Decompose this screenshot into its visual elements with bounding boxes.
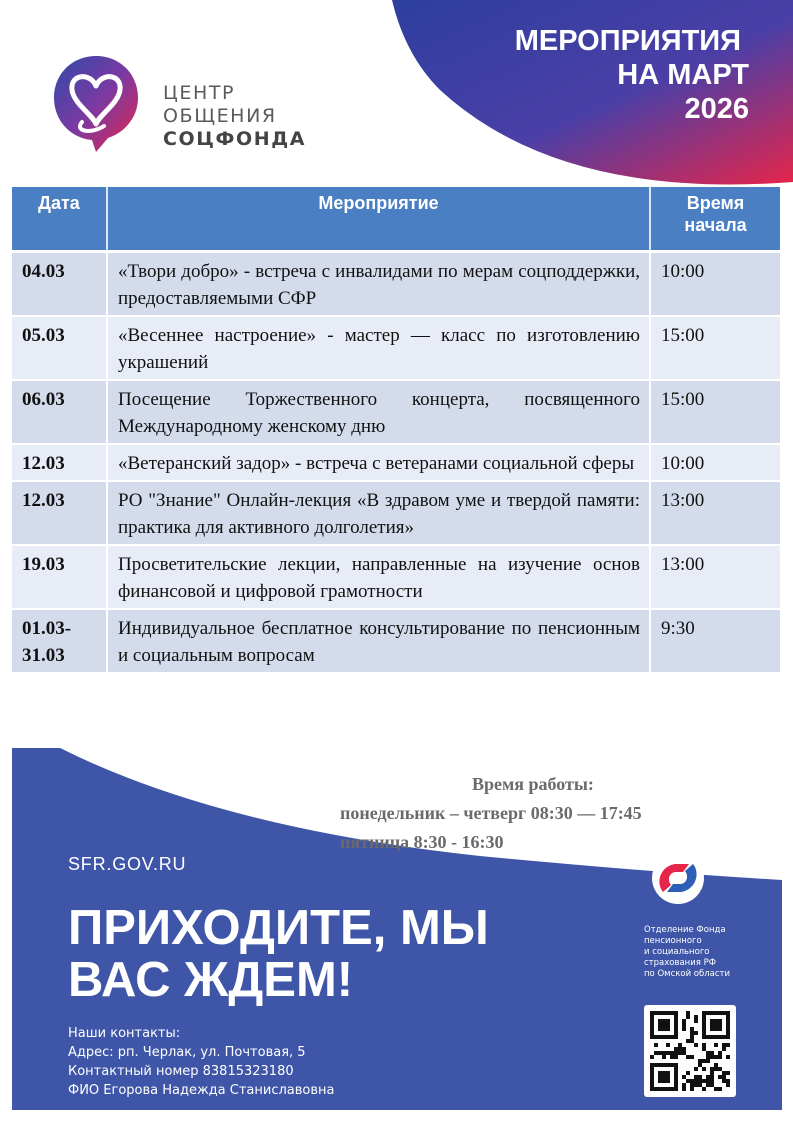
working-hours-title: Время работы:	[472, 774, 594, 794]
org-line-4: страхования РФ	[644, 958, 717, 968]
event-title: Индивидуальное бесплатное консультирование по пенсионным и социальным вопросам	[107, 609, 650, 673]
website-link[interactable]: SFR.GOV.RU	[68, 854, 187, 874]
event-date: 19.03	[12, 545, 107, 609]
column-header-date: Дата	[12, 187, 107, 252]
event-title: РО "Знание" Онлайн-лекция «В здравом уме и твердой памяти: практика для активного долголетия»	[107, 481, 650, 545]
table-row	[12, 481, 780, 545]
org-line-3: и социального	[644, 947, 710, 957]
event-time: 9:30	[650, 609, 780, 673]
event-time: 13:00	[650, 481, 780, 545]
center-logo-text	[163, 82, 306, 151]
contacts-address: Адрес: рп. Черлак, ул. Почтовая, 5	[68, 1045, 306, 1060]
event-time: 13:00	[650, 545, 780, 609]
contacts-title: Наши контакты:	[68, 1026, 181, 1041]
title-line-1: МЕРОПРИЯТИЯ	[514, 25, 741, 57]
working-hours-weekdays: понедельник – четверг 08:30 — 17:45	[340, 803, 642, 823]
contacts-phone: Контактный номер 83815323180	[68, 1064, 294, 1079]
page-title	[515, 24, 749, 126]
table-header-row	[12, 187, 780, 252]
qr-code-icon	[650, 1011, 730, 1091]
contacts-person: ФИО Егорова Надежда Станиславовна	[68, 1083, 335, 1098]
event-title: Просветительские лекции, направленные на изучение основ финансовой и цифровой грамотности	[107, 545, 650, 609]
center-logo-icon	[52, 52, 140, 152]
event-date: 06.03	[12, 380, 107, 444]
event-date: 05.03	[12, 316, 107, 380]
events-table	[12, 187, 780, 674]
table-row	[12, 380, 780, 444]
title-line-2: НА МАРТ	[617, 59, 749, 91]
org-line-2: пенсионного	[644, 936, 702, 946]
table-row	[12, 609, 780, 673]
table-row	[12, 316, 780, 380]
column-header-event: Мероприятие	[107, 187, 650, 252]
title-line-3: 2026	[684, 93, 749, 125]
event-time: 15:00	[650, 316, 780, 380]
slogan-line-2: ВАС ЖДЕМ!	[68, 953, 354, 1007]
event-title: «Твори добро» - встреча с инвалидами по мерам соцподдержки, предоставляемыми СФР	[107, 252, 650, 317]
qr-code[interactable]	[644, 1005, 736, 1097]
event-time: 15:00	[650, 380, 780, 444]
event-date: 12.03	[12, 481, 107, 545]
sfr-org-name	[644, 925, 754, 980]
logo-line-2: ОБЩЕНИЯ	[163, 105, 277, 127]
event-date: 01.03-31.03	[12, 609, 107, 673]
logo-line-1: ЦЕНТР	[163, 82, 236, 104]
event-date: 12.03	[12, 444, 107, 481]
event-title: Посещение Торжественного концерта, посвященного Международному женскому дню	[107, 380, 650, 444]
table-row	[12, 252, 780, 317]
working-hours-friday: пятница 8:30 - 16:30	[340, 832, 504, 852]
event-title: «Весеннее настроение» - мастер — класс по изготовлению украшений	[107, 316, 650, 380]
slogan	[68, 902, 588, 1006]
column-header-time: Время начала	[650, 187, 780, 252]
event-time: 10:00	[650, 252, 780, 317]
logo-line-3: СОЦФОНДА	[163, 128, 307, 150]
event-date: 04.03	[12, 252, 107, 317]
slogan-line-1: ПРИХОДИТЕ, МЫ	[68, 901, 489, 955]
table-row	[12, 545, 780, 609]
table-row	[12, 444, 780, 481]
event-time: 10:00	[650, 444, 780, 481]
org-line-1: Отделение Фонда	[644, 925, 726, 935]
event-title: «Ветеранский задор» - встреча с ветеранами социальной сферы	[107, 444, 650, 481]
org-line-5: по Омской области	[644, 969, 731, 979]
contacts-block	[68, 1024, 335, 1100]
working-hours	[340, 770, 642, 857]
sfr-logo-icon	[645, 852, 711, 904]
